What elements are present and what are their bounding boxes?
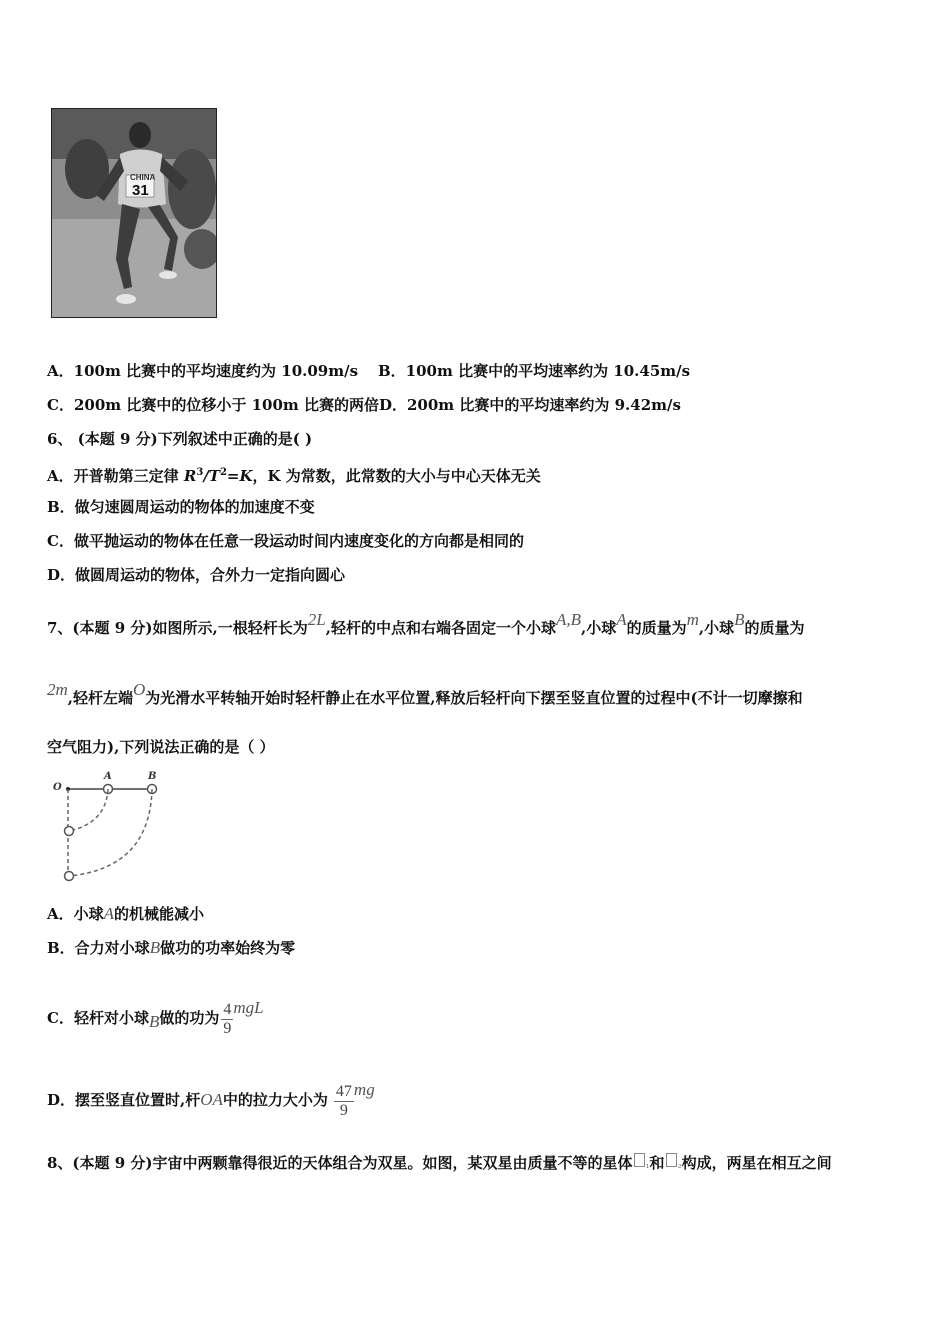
- q6-formula-mid: /T: [203, 467, 220, 485]
- q6-stem: 6、 (本题 9 分)下列叙述中正确的是( ): [47, 430, 313, 448]
- q5-option-c: [47, 395, 681, 415]
- q7-b-text1: B．合力对小球: [47, 939, 150, 957]
- path-b: [69, 789, 152, 876]
- q7-math-o: O: [133, 680, 146, 699]
- q7-stem-line2: [47, 670, 803, 718]
- q7-option-a: [47, 904, 204, 924]
- q5-option-a: A．100m 比赛中的平均速度约为 10.09m/s: [47, 362, 359, 380]
- q7-option-c: [47, 972, 264, 1058]
- q6-option-b: B．做匀速圆周运动的物体的加速度不变: [47, 498, 315, 516]
- q6-formula-exp1: 3: [196, 467, 204, 478]
- q7-text-4: 的质量为: [626, 619, 687, 637]
- ball-a-vertical: [65, 827, 74, 836]
- q7-math-a: A: [616, 610, 627, 629]
- q7-stem-line3: 空气阻力),下列说法正确的是（ ）: [47, 738, 275, 756]
- sprinter-photo: [51, 108, 217, 318]
- q6-formula-end: =K: [226, 467, 253, 485]
- q7-a-text1: A．小球: [47, 905, 104, 923]
- label-a: A: [104, 771, 112, 782]
- q8-stem: [47, 1153, 832, 1176]
- q7-b-text2: 做功的功率始终为零: [160, 939, 296, 957]
- q7-d-var: OA: [200, 1090, 223, 1109]
- q6-a-suffix: ，K 为常数，此常数的大小与中心天体无关: [252, 467, 541, 485]
- q5-option-c-text: C．200m 比赛中的位移小于 100m 比赛的两倍: [47, 396, 379, 414]
- label-o: O: [53, 782, 62, 793]
- missing-glyph-icon: [634, 1153, 645, 1167]
- q7-rod-diagram: [50, 768, 170, 888]
- q7-math-2m: 2m: [47, 680, 68, 699]
- q7-text-6: 的质量为: [744, 619, 805, 637]
- q7-text-8: 为光滑水平转轴开始时轻杆静止在水平位置,释放后轻杆向下摆至竖直位置的过程中(不计一切摩擦和: [145, 689, 803, 707]
- q7-c-fraction: [221, 1001, 233, 1038]
- q7-c-var: B: [148, 1012, 160, 1031]
- q6-a-prefix: A．开普勒第三定律: [47, 467, 184, 485]
- q7-option-b: [47, 938, 295, 958]
- q6-option-d: D．做圆周运动的物体，合外力一定指向圆心: [47, 566, 346, 584]
- q5-option-d-text: D．200m 比赛中的平均速率约为 9.42m/s: [378, 396, 681, 414]
- q7-stem-line1: [47, 600, 805, 648]
- q7-b-var: B: [149, 938, 161, 957]
- q8-text-1: 8、(本题 9 分)宇宙中两颗靠得很近的天体组合为双星。如图，某双星由质量不等的星体: [47, 1154, 633, 1172]
- q7-d-tail: mg: [353, 1080, 375, 1099]
- q7-d-text1: D．摆至竖直位置时,杆: [47, 1091, 201, 1109]
- q7-a-var: A: [103, 904, 115, 923]
- q6-formula-r: R: [183, 467, 197, 485]
- path-a: [69, 789, 108, 831]
- ball-b-vertical: [65, 872, 74, 881]
- q7-text-2: ,轻杆的中点和右端各固定一个小球: [325, 619, 556, 637]
- q7-text-5: ,小球: [698, 619, 735, 637]
- q6-option-a: [47, 463, 541, 486]
- q7-c-text1: C．轻杆对小球: [47, 1009, 149, 1027]
- bib-number: 31: [132, 182, 149, 199]
- q7-c-tail: mgL: [233, 998, 264, 1017]
- q6-formula-exp2: 2: [219, 467, 227, 478]
- missing-glyph-icon: [666, 1153, 677, 1167]
- q7-math-m: m: [686, 610, 699, 629]
- label-b: B: [148, 771, 157, 782]
- q7-c-text2: 做的功为: [159, 1009, 220, 1027]
- sprinter-illustration: [52, 109, 217, 318]
- q7-text-7: ,轻杆左端: [67, 689, 134, 707]
- q7-d-text2: 中的拉力大小为: [222, 1091, 328, 1109]
- q7-math-ab: A,B: [555, 610, 581, 629]
- q7-math-2l: 2L: [307, 610, 326, 629]
- q8-text-3: 构成，两星在相互之间: [681, 1154, 832, 1172]
- q7-option-d: [47, 1054, 375, 1136]
- q7-d-num: 47: [335, 1082, 352, 1100]
- q7-text-1: 7、(本题 9 分)如图所示,一根轻杆长为: [47, 619, 308, 637]
- q7-d-fraction: [334, 1083, 354, 1120]
- q8-sub-1: ₁: [645, 1160, 650, 1171]
- q5-option-b: B．100m 比赛中的平均速率约为 10.45m/s: [378, 362, 691, 380]
- q7-d-den: 9: [339, 1101, 348, 1119]
- q8-sub-2: ₂: [677, 1160, 682, 1171]
- q7-a-text2: 的机械能减小: [114, 905, 205, 923]
- q7-text-3: ,小球: [580, 619, 617, 637]
- shirt-text: CHINA: [130, 173, 156, 182]
- q6-option-c: C．做平抛运动的物体在任意一段运动时间内速度变化的方向都是相同的: [47, 532, 524, 550]
- q8-text-2: 和: [649, 1154, 665, 1172]
- q7-c-den: 9: [223, 1019, 232, 1037]
- q7-math-b: B: [734, 610, 745, 629]
- q7-c-num: 4: [223, 1000, 232, 1018]
